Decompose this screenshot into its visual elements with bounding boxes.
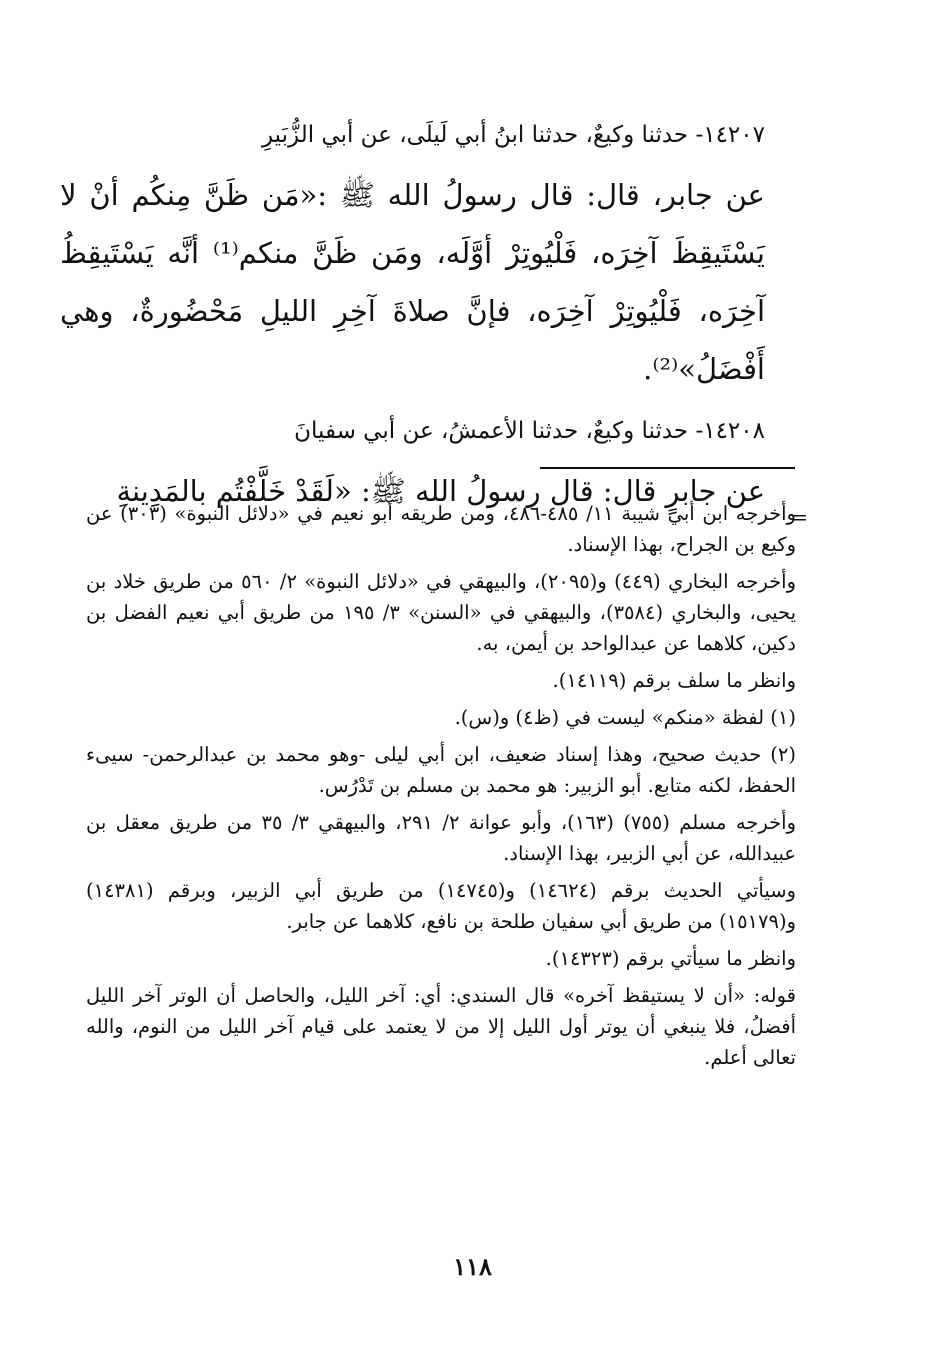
footnote-paragraph: وسيأتي الحديث برقم (١٤٦٢٤) و(١٤٧٤٥) من طريق أبي الزبير، وبرقم (١٤٣٨١) و(١٥١٧٩) من طريق أبي سفيان طلحة بن نافع، كلاهما عن جابر. xyxy=(86,879,796,933)
footnotes xyxy=(86,498,796,1079)
hadith-14208-header: ١٤٢٠٨- حدثنا وكيعٌ، حدثنا الأعمشُ، عن أبي سفيانَ xyxy=(294,418,765,444)
footnote-paragraph: وانظر ما سلف برقم (١٤١١٩). xyxy=(552,669,796,692)
footnote-1: (١) لفظة «منكم» ليست في (ظ٤) و(س). xyxy=(454,706,796,729)
hadith-14207-text: عن جابر، قال: قال رسولُ الله ﷺ :«مَن ظَنَّ مِنكُم أنْ لا يَسْتَيقِظَ آخِرَه، فَلْيُوتِرْ أوَّلَه، ومَن ظَنَّ منكم⁽¹⁾ أنَّه يَسْتَيقِظُ آخِرَه، فَلْيُوتِرْ آخِرَه، فإنَّ صلاةَ آخِرِ الليلِ مَحْضُورةٌ، وهي أَفْضَلُ»⁽²⁾. xyxy=(60,178,765,386)
footnote-paragraph: وأخرجه مسلم (٧٥٥) (١٦٣)، وأبو عوانة ٢/ ٢٩١، والبيهقي ٣/ ٣٥ من طريق معقل بن عبيدالله، عن أبي الزبير، بهذا الإسناد. xyxy=(86,811,797,865)
hadith-14207-header: ١٤٢٠٧- حدثنا وكيعٌ، حدثنا ابنُ أبي لَيلَى، عن أبي الزُّبَيرِ xyxy=(261,122,765,148)
footnote-separator xyxy=(540,467,795,469)
footnote-paragraph: وانظر ما سيأتي برقم (١٤٣٢٣). xyxy=(545,947,796,970)
page-number: ١١٨ xyxy=(453,1252,492,1281)
footnote-paragraph: وأخرجه ابن أبي شيبة ١١/ ٤٨٥-٤٨٦، ومن طريقه أبو نعيم في «دلائل النبوة» (٣٠٣) عن وكيع بن الجراح، بهذا الإسناد. xyxy=(86,502,796,556)
footnote-2: (٢) حديث صحيح، وهذا إسناد ضعيف، ابن أبي ليلى -وهو محمد بن عبدالرحمن- سيىء الحفظ، لكنه متابع. أبو الزبير: هو محمد بن مسلم بن تَدْرُس. xyxy=(86,743,797,797)
footnote-continuation-mark: = xyxy=(791,505,808,529)
footnote-commentary: قوله: «أن لا يستيقظ آخره» قال السندي: أي: آخر الليل، والحاصل أن الوتر آخر الليل أفضلُ، فلا ينبغي أن يوتر أول الليل إلا من لا يعتمد على قيام آخر الليل من النوم، والله تعالى أعلم. xyxy=(86,984,796,1069)
hadith-14208-text: عن جابرٍ قال: قال رسولُ الله ﷺ: «لَقَدْ خَلَّفْتُم بالمَدِينةِ xyxy=(116,474,765,508)
footnote-paragraph: وأخرجه البخاري (٤٤٩) و(٢٠٩٥)، والبيهقي في «دلائل النبوة» ٢/ ٥٦٠ من طريق خلاد بن يحيى، والبخاري (٣٥٨٤)، والبيهقي في «السنن» ٣/ ١٩٥ من طريق أبي نعيم الفضل بن دكين، كلاهما عن عبدالواحد بن أيمن، به. xyxy=(86,570,797,655)
